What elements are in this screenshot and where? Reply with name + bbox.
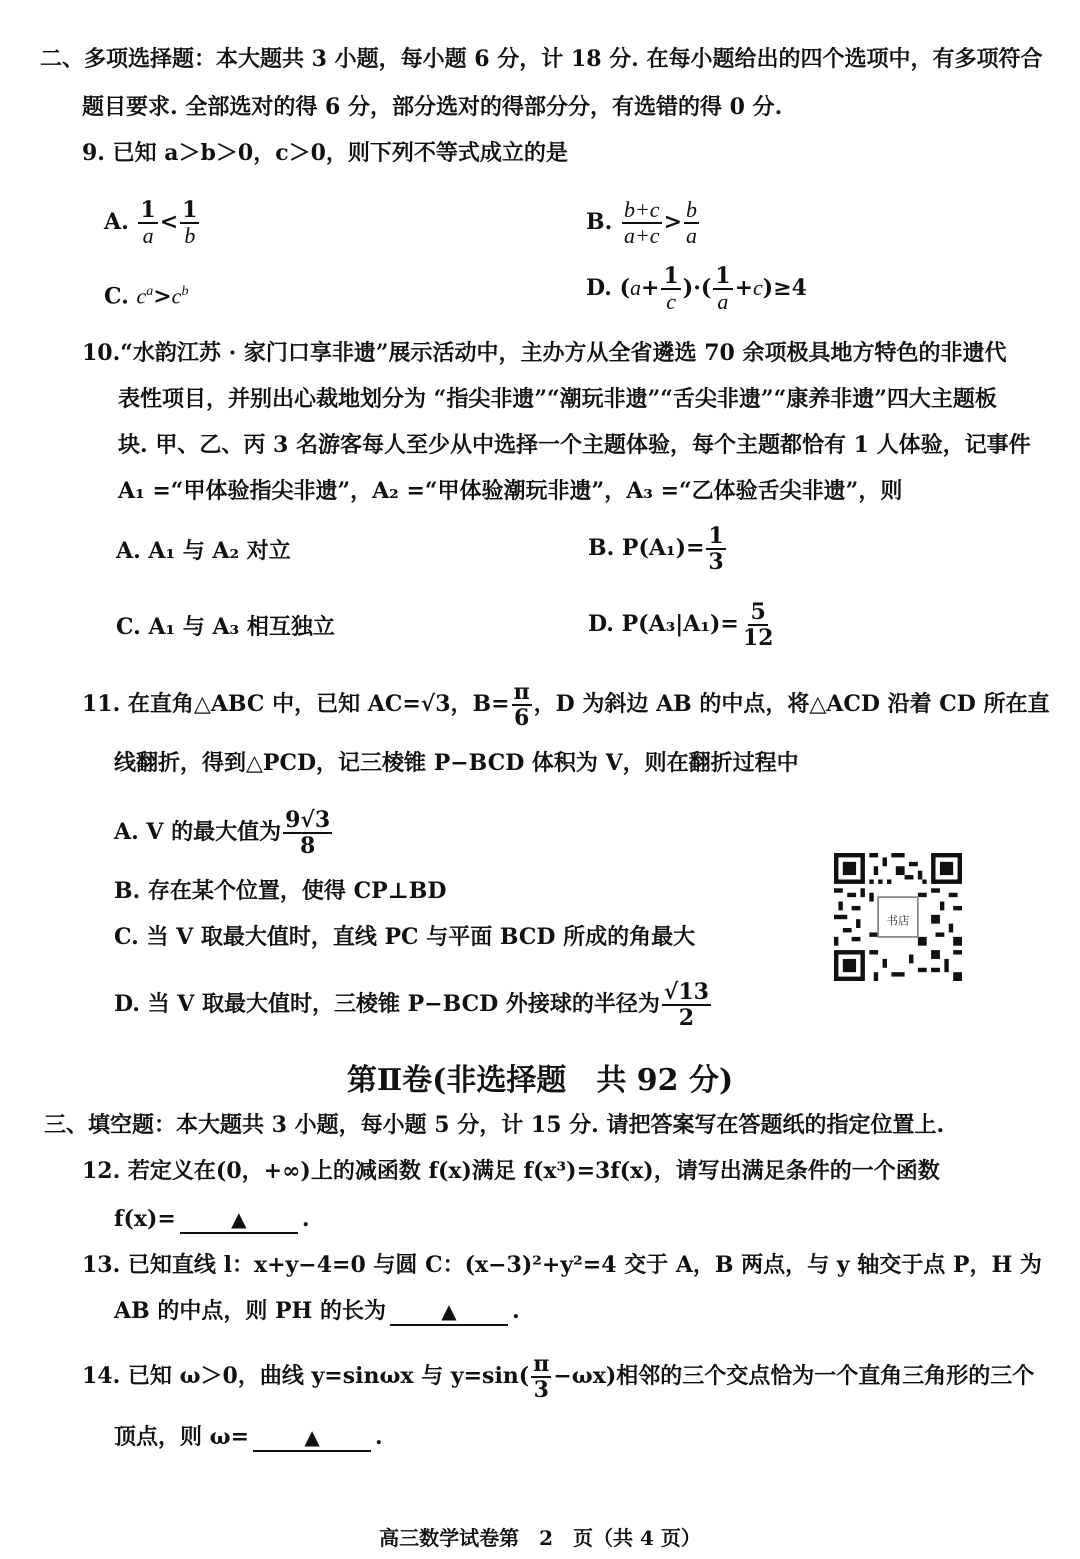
q11-option-b: B. 存在某个位置，使得 CP⊥BD [114, 878, 447, 904]
q11-line2: 线翻折，得到△PCD，记三棱锥 P−BCD 体积为 V，则在翻折过程中 [114, 750, 799, 776]
q12-line1: 12. 若定义在(0，+∞)上的减函数 f(x)满足 f(x³)=3f(x)，请写出满足条件的一个函数 [82, 1158, 940, 1184]
q13-line2: AB 的中点，则 PH 的长为 ▲ . [114, 1298, 520, 1324]
fraction: $\frac{1}{b}$ [182, 197, 198, 248]
q11-option-d: D. 当 V 取最大值时，三棱锥 P−BCD 外接球的半径为 $\frac{√13}{2}$ [114, 979, 709, 1031]
q13-line1: 13. 已知直线 l：x+y−4=0 与圆 C：(x−3)²+y²=4 交于 A，B 两点，与 y 轴交于点 P，H 为 [82, 1252, 1042, 1278]
fraction: $\frac{5}{12}$ [742, 599, 774, 651]
q9-option-b: B. $\frac{b+c}{a+c}$ > $\frac{b}{a}$ [586, 197, 697, 248]
fraction: $\frac{1}{a}$ [140, 197, 156, 248]
q10-option-d: D. P(A₃|A₁)= $\frac{5}{12}$ [588, 599, 774, 651]
fraction: $\frac{1}{a}$ [715, 263, 731, 314]
q10-line3: 块. 甲、乙、丙 3 名游客每人至少从中选择一个主题体验，每个主题都恰有 1 人体验，记事件 [118, 432, 1031, 458]
q10-option-a: A. A₁ 与 A₂ 对立 [116, 538, 291, 564]
fraction: $\frac{\pi}{3}$ [533, 1351, 550, 1403]
fraction: $\frac{√13}{2}$ [663, 979, 709, 1031]
section2-line2: 题目要求. 全部选对的得 6 分，部分选对的得部分分，有选错的得 0 分. [82, 94, 783, 120]
q9-option-d: D. (a+ $\frac{1}{c}$ )·( $\frac{1}{a}$ +c)≥4 [586, 263, 807, 314]
fraction: $\frac{b}{a}$ [686, 197, 697, 248]
fraction: $\frac{\pi}{6}$ [513, 679, 530, 731]
section3-header: 三、填空题：本大题共 3 小题，每小题 5 分，计 15 分. 请把答案写在答题纸的指定位置上. [44, 1112, 945, 1138]
q9-option-c: C. $c^a>c^b$ [104, 283, 189, 310]
q11-option-a: A. V 的最大值为 $\frac{9√3}{8}$ [114, 807, 331, 859]
answer-blank [253, 1424, 371, 1452]
triangle-icon: ▲ [441, 1299, 457, 1323]
triangle-icon: ▲ [231, 1207, 247, 1231]
fraction: $\frac{1}{3}$ [708, 523, 724, 575]
page-footer: 高三数学试卷第 2 页（共 4 页） [379, 1526, 701, 1550]
fraction: $\frac{9√3}{8}$ [285, 807, 331, 859]
q10-line2: 表性项目，并别出心裁地划分为 “指尖非遗”“潮玩非遗”“舌尖非遗”“康养非遗”四大主题板 [118, 386, 997, 412]
q10-line1: 10.“水韵江苏 · 家门口享非遗”展示活动中，主办方从全省遴选 70 余项极具地方特色的非遗代 [82, 340, 1007, 366]
fraction: $\frac{1}{c}$ [663, 263, 679, 314]
triangle-icon: ▲ [304, 1425, 320, 1449]
q10-line4: A₁ =“甲体验指尖非遗”，A₂ =“甲体验潮玩非遗”，A₃ =“乙体验舌尖非遗”，则 [118, 478, 903, 504]
q10-option-c: C. A₁ 与 A₃ 相互独立 [116, 614, 335, 640]
q10-option-b: B. P(A₁)= $\frac{1}{3}$ [588, 523, 724, 575]
qr-center-label: 书店 [886, 913, 910, 928]
fraction: $\frac{b+c}{a+c}$ [623, 197, 660, 248]
part2-title: 第Ⅱ卷(非选择题 共 92 分) [346, 1063, 734, 1098]
qr-code-image [834, 853, 962, 981]
answer-blank [180, 1206, 298, 1234]
q14-line1: 14. 已知 ω＞0，曲线 y=sinωx 与 y=sin( $\frac{\pi}{3}$ −ωx)相邻的三个交点恰为一个直角三角形的三个 [82, 1351, 1035, 1403]
section2-line1: 二、多项选择题：本大题共 3 小题，每小题 6 分，计 18 分. 在每小题给出的四个选项中，有多项符合 [40, 46, 1043, 72]
q11-option-c: C. 当 V 取最大值时，直线 PC 与平面 BCD 所成的角最大 [114, 924, 696, 950]
q9-stem: 9. 已知 a＞b＞0，c＞0，则下列不等式成立的是 [82, 140, 568, 166]
q11-line1: 11. 在直角△ABC 中，已知 AC=√3，B= $\frac{\pi}{6}$ ，D 为斜边 AB 的中点，将△ACD 沿着 CD 所在直 [82, 679, 1050, 731]
q12-line2: f(x)= ▲ . [114, 1206, 310, 1232]
q9-option-a: A. $\frac{1}{a}$ < $\frac{1}{b}$ [104, 197, 198, 248]
answer-blank [390, 1298, 508, 1326]
q14-line2: 顶点，则 ω= ▲ . [114, 1424, 383, 1450]
